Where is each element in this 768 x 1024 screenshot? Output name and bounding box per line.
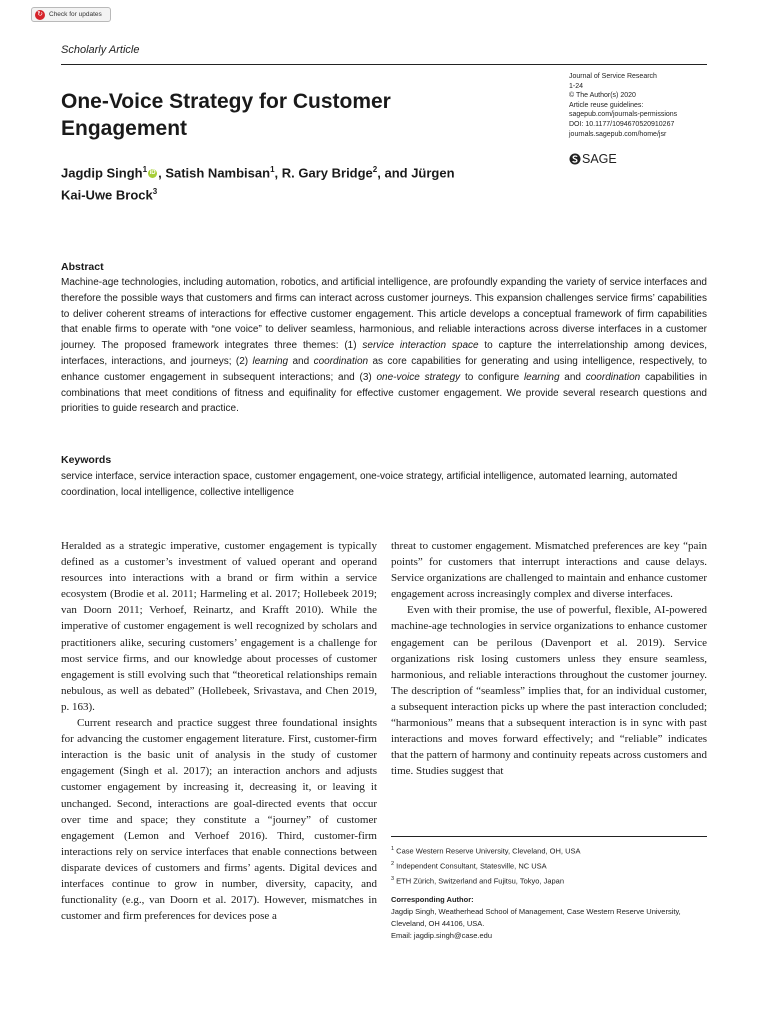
- body-paragraph: Heralded as a strategic imperative, customer engagement is typically defined as a customer’s investment of valued operant and operand resources into interactions with a brand or firm within a service ecosystem (Brodie et al. 2011; Harmeling et al. 2017; Hollebeek 2019; van Doorn 2011; Verhoef, Reinartz, and Krafft 2010). While the imperative of customer engagement is well recognized by scholars and practitioners alike, securing customers’ engagement is a challenge for most service firms, and our knowledge about processes of customer engagement is still evolving such that “theoretical relationships remain nebulous, as well as debated” (Hollebeek, Srivastava, and Chen 2019, p. 163).: [61, 540, 377, 713]
- paper-title: One-Voice Strategy for Customer Engagement: [61, 90, 391, 140]
- corresponding-author: [391, 894, 711, 942]
- affiliation-line: [391, 873, 707, 888]
- journal-info-line: 1-24: [569, 82, 584, 90]
- check-for-updates-label: Check for updates: [49, 11, 102, 18]
- journal-info-line: journals.sagepub.com/home/jsr: [569, 130, 667, 138]
- body-paragraph: threat to customer engagement. Mismatched preferences are key “pain points” for customers that interrupt interactions and cause delays. Service organizations are challenged to maintain and enhance customer engagement across increasingly complex and diverse interfaces.: [391, 540, 707, 601]
- affiliation-line: [391, 858, 707, 873]
- affiliation-text: Independent Consultant, Statesville, NC USA: [396, 861, 547, 871]
- journal-info-line: sagepub.com/journals-permissions: [569, 111, 678, 119]
- publisher-name: SAGE: [582, 152, 617, 166]
- corresponding-details: [391, 906, 711, 942]
- corresponding-line: Email: jagdip.singh@case.edu: [391, 931, 493, 940]
- affiliation-number: 3: [391, 876, 395, 882]
- sage-icon: [569, 153, 581, 165]
- article-type: Scholarly Article: [61, 44, 140, 56]
- abstract-emphasis: learning: [252, 355, 289, 367]
- affiliation-number: 1: [391, 846, 395, 852]
- author-affiliation-mark: 1: [142, 165, 148, 174]
- abstract-emphasis: service interaction space: [362, 340, 479, 352]
- body-paragraph: Current research and practice suggest three foundational insights for advancing the customer engagement literature. First, customer-firm interaction is the basic unit of analysis in the study of customer engagement (Singh et al. 2017); an interaction anchors and adjusts customer engagement by increasing it, decreasing it, or leaving it unchanged. Second, interactions are goal-directed events that occur over time and space; they constitute a “journey” of customer engagement (Lemon and Verhoef 2016). Third, customer-firm interactions rely on service interfaces that enable connections between disparate devices of customers and firms’ agents. Digital devices and interfaces continue to grow in number, diversity, capacity, and functionality (e.g., van Doorn et al. 2017). However, mismatches in customer and firm preferences for devices pose a: [61, 717, 377, 923]
- journal-info-line: DOI: 10.1177/1094670520910267: [569, 120, 675, 128]
- orcid-icon[interactable]: iD: [149, 170, 156, 177]
- author-affiliation-mark: 3: [152, 187, 158, 197]
- keywords-heading: Keywords: [61, 454, 112, 466]
- journal-info-line: Journal of Service Research: [569, 73, 657, 80]
- journal-info-line: Article reuse guidelines:: [569, 101, 644, 109]
- body-paragraph: Even with their promise, the use of powerful, flexible, AI-powered machine-age technologies in service organizations to enhance customer engagement can be perilous (Davenport et al. 2019). Service organizations risk losing customers unless they ensure seamless, harmonious, and reliable interactions throughout the customer journey. The description of “seamless” implies that, for an individual customer, a subsequent interaction picks up where the past interaction concluded; “harmonious” means that a subsequent interaction is in sync with past interactions and moves forward effectively; and “reliable” indicates that the pattern of harmony and continuity repeats across customers and time. Studies suggest that: [391, 604, 707, 778]
- affiliation-line: [391, 843, 707, 858]
- author-affiliation-mark: 1: [270, 165, 275, 174]
- author-name: Jürgen Kai-Uwe Brock: [61, 165, 455, 203]
- abstract-text: Machine-age technologies, including automation, robotics, and artificial intelligence, are profoundly expanding the variety of service interfaces and therefore the possible ways that customers and firms can interact across customer journeys. This expansion challenges service firms’ capabilities to deliver coherent streams of interactions for effective customer engagement. This article develops a conceptual framework of firm capabilities that enable firms to operate with “one voice” to deliver seamless, harmonious, and reliable interactions across diverse interfaces in a customer journey. The proposed framework integrates three themes: (1) service interaction space to capture the interrelationship among devices, interfaces, interactions, and journeys; (2) learning and coordination as core capabilities for generating and using intelligence, respectively, to enhance customer engagement in subsequent interactions; and (3) one-voice strategy to configure learning and coordination capabilities in combinations that meet conditions of fitness and equifinality for effective customer engagement. We provide several research questions and priorities to guide research and practice.: [61, 277, 708, 415]
- affiliation-number: 2: [391, 861, 395, 867]
- affiliations: [391, 843, 707, 888]
- author-name: R. Gary Bridge: [281, 165, 373, 181]
- corresponding-label: Corresponding Author:: [391, 895, 474, 904]
- affiliation-text: Case Western Reserve University, Cleveland, OH, USA: [396, 846, 581, 856]
- body-column-right: [391, 538, 707, 779]
- check-for-updates-badge[interactable]: [31, 7, 111, 22]
- abstract-emphasis: one-voice strategy: [376, 371, 461, 383]
- abstract-emphasis: learning: [523, 371, 560, 383]
- abstract-emphasis: coordination: [585, 371, 641, 383]
- body-column-left: [61, 538, 377, 924]
- abstract-heading: Abstract: [61, 261, 104, 273]
- publisher-logo: [569, 152, 617, 166]
- author-list: Jagdip Singh$^1$ iD , Satish Nambisan$^1$, R. Gary Bridge$^2$, and Jürgen Kai-Uwe Brock$^3$: [61, 165, 455, 203]
- author-affiliation-mark: 2: [372, 165, 378, 174]
- journal-info: [569, 72, 709, 139]
- keywords-text: service interface, service interaction space, customer engagement, one-voice strategy, artificial intelligence, automated learning, automated coordination, local intelligence, collective intelligence: [61, 471, 678, 498]
- footnote-rule: [391, 836, 707, 837]
- header-rule: [61, 64, 707, 65]
- corresponding-line: Jagdip Singh, Weatherhead School of Management, Case Western Reserve University, Cleveland, OH 44106, USA.: [391, 907, 681, 928]
- journal-info-line: © The Author(s) 2020: [569, 92, 636, 100]
- update-icon: ↻: [35, 10, 45, 20]
- affiliation-text: ETH Zürich, Switzerland and Fujitsu, Tokyo, Japan: [396, 876, 565, 886]
- author-name: Satish Nambisan: [165, 165, 271, 181]
- author-name: Jagdip Singh: [61, 165, 143, 181]
- abstract-emphasis: coordination: [313, 355, 369, 367]
